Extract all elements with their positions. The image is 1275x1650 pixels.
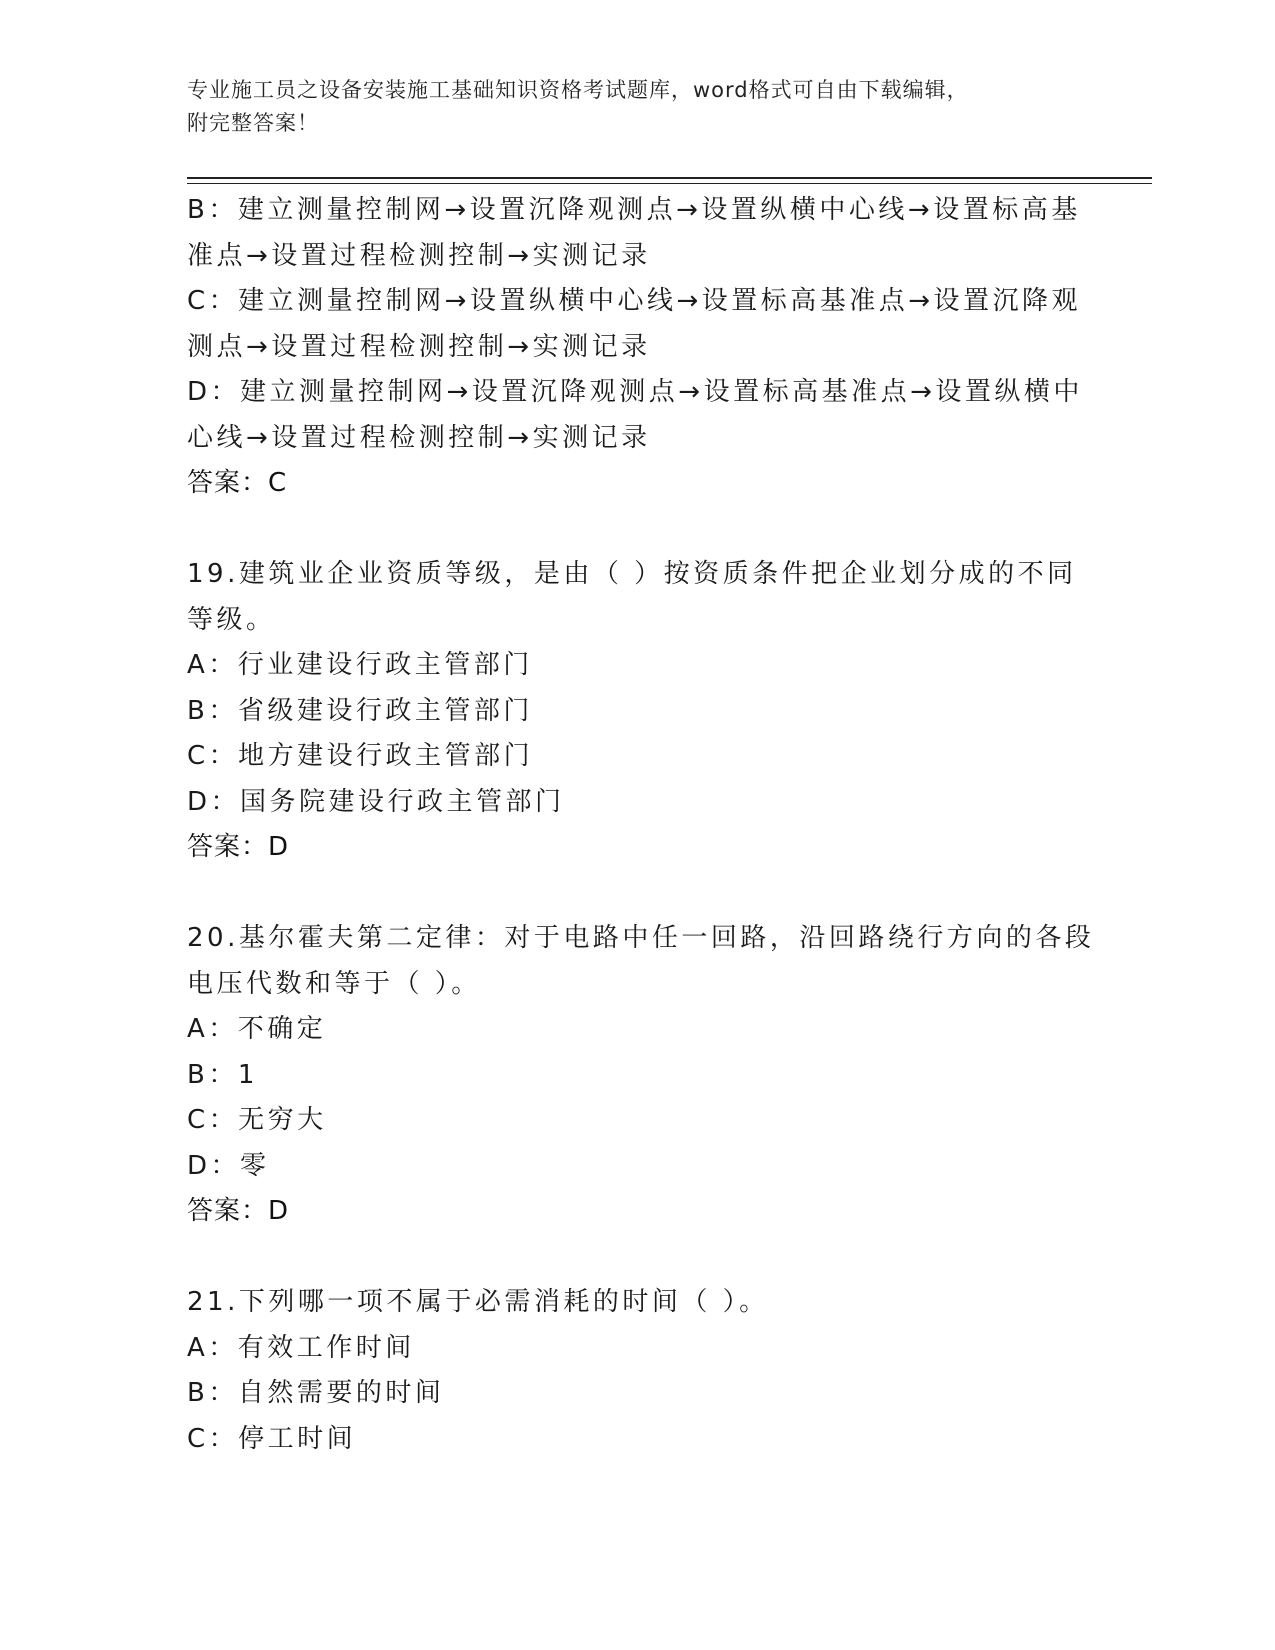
option-b-cont: 准点→设置过程检测控制→实测记录: [187, 240, 651, 271]
option-d: D：国务院建设行政主管部门: [187, 786, 565, 817]
answer: 答案：D: [187, 1196, 290, 1226]
question-21: [187, 1280, 1087, 1462]
option-c: C：建立测量控制网→设置纵横中心线→设置标高基准点→设置沉降观: [187, 286, 1082, 316]
header-divider: [187, 177, 1152, 179]
option-a: A：有效工作时间: [187, 1332, 415, 1363]
answer: 答案：C: [187, 468, 288, 498]
option-b: B：省级建设行政主管部门: [187, 695, 533, 726]
header-line: 专业施工员之设备安装施工基础知识资格考试题库，word格式可自由下载编辑，: [187, 78, 969, 102]
question-stem-cont: 等级。: [187, 604, 276, 635]
header-divider-thin: [187, 183, 1152, 184]
option-d-cont: 心线→设置过程检测控制→实测记录: [187, 422, 651, 453]
spacer: [187, 507, 1087, 553]
question-stem: 19.建筑业企业资质等级，是由（ ）按资质条件把企业划分成的不同: [187, 559, 1077, 589]
option-b: B：1: [187, 1059, 258, 1090]
option-d: D：建立测量控制网→设置沉降观测点→设置标高基准点→设置纵横中: [187, 377, 1083, 407]
answer: 答案：D: [187, 832, 290, 862]
question-18-continuation: [187, 188, 1087, 507]
question-19: [187, 552, 1087, 871]
question-stem: 20.基尔霍夫第二定律：对于电路中任一回路，沿回路绕行方向的各段: [187, 923, 1095, 953]
option-d: D：零: [187, 1150, 270, 1181]
option-c: C：无穷大: [187, 1105, 327, 1135]
spacer: [187, 1235, 1087, 1281]
question-stem-cont: 电压代数和等于（ ）。: [187, 968, 481, 999]
option-c-cont: 测点→设置过程检测控制→实测记录: [187, 331, 651, 362]
option-a: A：不确定: [187, 1014, 327, 1044]
option-b: B：自然需要的时间: [187, 1378, 445, 1408]
option-b: B：建立测量控制网→设置沉降观测点→设置纵横中心线→设置标高基: [187, 195, 1081, 225]
question-stem: 21.下列哪一项不属于必需消耗的时间（ ）。: [187, 1287, 769, 1317]
question-20: [187, 916, 1095, 1235]
spacer: [187, 871, 1087, 917]
header-line: 附完整答案！: [187, 111, 319, 135]
page-header: [187, 74, 1087, 140]
option-c: C：地方建设行政主管部门: [187, 741, 534, 771]
document-body: [187, 188, 1095, 1462]
option-a: A：行业建设行政主管部门: [187, 650, 533, 680]
option-c: C：停工时间: [187, 1423, 357, 1454]
